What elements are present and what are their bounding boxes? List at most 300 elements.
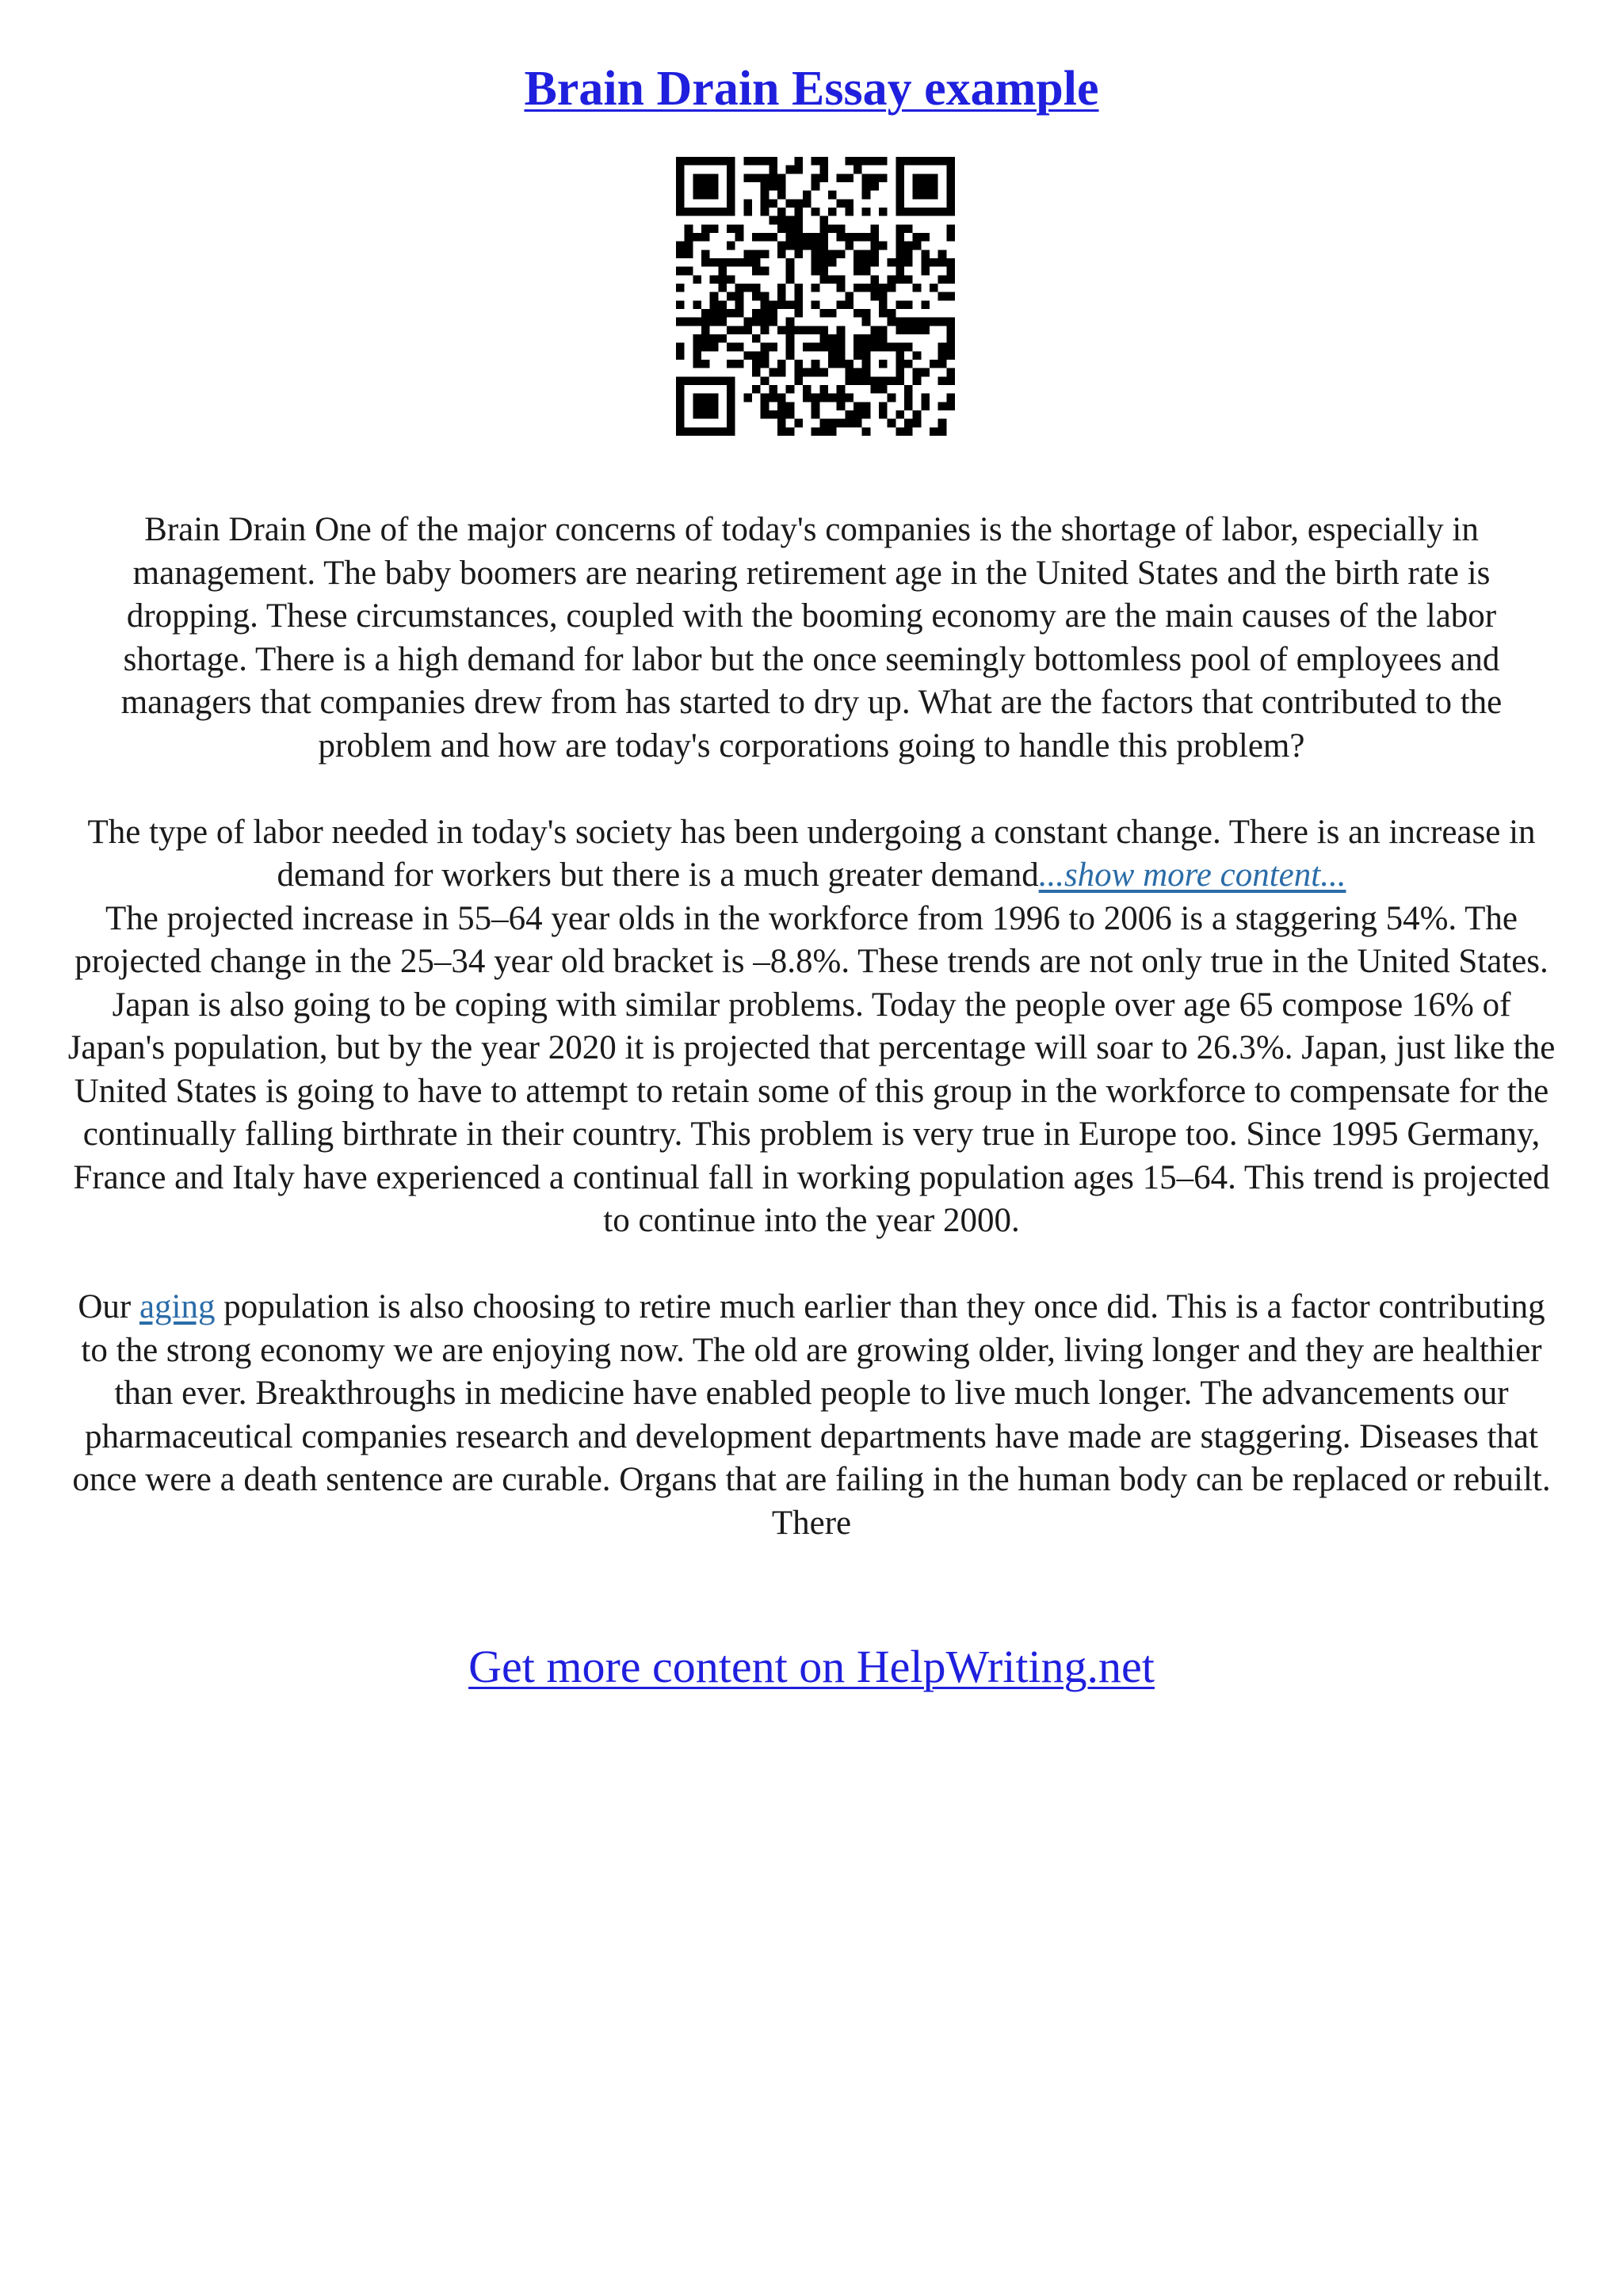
qr-module (921, 402, 930, 410)
qr-module (743, 208, 752, 216)
qr-module (938, 427, 947, 436)
qr-module (794, 326, 803, 334)
qr-module (761, 182, 769, 191)
qr-module (913, 410, 922, 419)
qr-module (946, 402, 955, 410)
qr-module (938, 318, 947, 326)
qr-module (676, 242, 685, 250)
qr-module (761, 351, 769, 360)
qr-module (676, 419, 685, 428)
qr-module (710, 182, 719, 191)
qr-module (761, 394, 769, 402)
qr-module (718, 376, 727, 385)
qr-module (845, 208, 854, 216)
qr-module (718, 284, 727, 292)
qr-module (921, 208, 930, 216)
qr-module (676, 376, 685, 385)
qr-module (727, 224, 735, 233)
qr-module (888, 394, 896, 402)
qr-module (718, 267, 727, 276)
qr-module (946, 233, 955, 242)
qr-module (777, 224, 786, 233)
qr-module (913, 157, 922, 166)
qr-module (803, 199, 812, 208)
qr-module (794, 250, 803, 258)
paragraph-4 (63, 1286, 1560, 1545)
qr-module (794, 224, 803, 233)
qr-module (854, 376, 862, 385)
qr-module (938, 208, 947, 216)
qr-module (761, 376, 769, 385)
qr-module (879, 284, 888, 292)
qr-module (786, 343, 795, 352)
qr-module (769, 174, 777, 182)
qr-module (812, 402, 820, 410)
qr-module (803, 385, 812, 394)
qr-module (870, 258, 879, 267)
qr-module (761, 250, 769, 258)
qr-module (743, 258, 752, 267)
paragraph-2-3 (63, 811, 1560, 1243)
qr-module (794, 300, 803, 309)
qr-module (701, 326, 710, 334)
qr-module (769, 300, 777, 309)
qr-module (921, 174, 930, 182)
qr-module (676, 385, 685, 394)
qr-module (735, 258, 744, 267)
qr-module (921, 182, 930, 191)
qr-module (743, 284, 752, 292)
qr-module (761, 233, 769, 242)
qr-module (761, 402, 769, 410)
qr-module (837, 334, 846, 343)
qr-module (904, 275, 913, 284)
qr-module (896, 275, 904, 284)
qr-module (710, 208, 719, 216)
qr-module (896, 199, 904, 208)
qr-module (727, 157, 735, 166)
qr-module (837, 174, 846, 182)
qr-module (819, 166, 828, 174)
paragraph-2: The type of labor needed in today's society has been undergoing a constant change. There is an increase in demand for workers but there is a much greater demand (87, 813, 1536, 894)
qr-module (727, 191, 735, 200)
qr-module (693, 360, 701, 368)
qr-module (837, 343, 846, 352)
qr-module (854, 284, 862, 292)
qr-module (761, 191, 769, 200)
qr-module (786, 233, 795, 242)
qr-module (828, 351, 837, 360)
qr-module (896, 208, 904, 216)
qr-module (777, 216, 786, 225)
qr-module (896, 318, 904, 326)
qr-module (904, 157, 913, 166)
qr-module (930, 318, 938, 326)
qr-module (837, 326, 846, 334)
qr-module (727, 402, 735, 410)
qr-module (685, 267, 693, 276)
get-more-content-link[interactable]: Get more content on HelpWriting.net (468, 1641, 1155, 1692)
qr-module (854, 334, 862, 343)
qr-module (777, 402, 786, 410)
qr-module (854, 233, 862, 242)
qr-module (701, 309, 710, 318)
qr-module (786, 199, 795, 208)
qr-module (685, 250, 693, 258)
qr-module (794, 419, 803, 428)
qr-module (701, 208, 710, 216)
qr-module (777, 292, 786, 301)
qr-module (769, 368, 777, 377)
qr-module (862, 376, 871, 385)
qr-module (812, 300, 820, 309)
qr-module (676, 199, 685, 208)
qr-module (701, 182, 710, 191)
qr-module (803, 233, 812, 242)
qr-module (743, 318, 752, 326)
qr-module (718, 208, 727, 216)
qr-module (896, 182, 904, 191)
qr-module (896, 326, 904, 334)
qr-module (870, 275, 879, 284)
qr-module (701, 233, 710, 242)
qr-module (862, 427, 871, 436)
qr-module (888, 376, 896, 385)
qr-module (676, 394, 685, 402)
qr-module (735, 326, 744, 334)
qr-module (904, 250, 913, 258)
aging-link[interactable]: aging (139, 1288, 216, 1325)
qr-module (896, 360, 904, 368)
qr-module (930, 174, 938, 182)
qr-module (888, 343, 896, 352)
qr-module (777, 208, 786, 216)
qr-module (854, 258, 862, 267)
qr-module (819, 419, 828, 428)
qr-module (862, 410, 871, 419)
qr-module (803, 394, 812, 402)
qr-module (812, 410, 820, 419)
qr-module (710, 191, 719, 200)
qr-module (879, 343, 888, 352)
qr-module (837, 351, 846, 360)
qr-module (718, 318, 727, 326)
qr-module (862, 402, 871, 410)
qr-module (693, 182, 701, 191)
qr-module (921, 233, 930, 242)
qr-module (946, 166, 955, 174)
qr-module (701, 157, 710, 166)
qr-module (879, 208, 888, 216)
qr-module (710, 275, 719, 284)
qr-module (727, 199, 735, 208)
qr-module (888, 309, 896, 318)
qr-module (896, 300, 904, 309)
qr-module (862, 368, 871, 377)
qr-module (837, 394, 846, 402)
qr-module (727, 376, 735, 385)
qr-module (710, 292, 719, 301)
qr-module (904, 300, 913, 309)
qr-module (930, 208, 938, 216)
qr-module (786, 402, 795, 410)
qr-module (685, 376, 693, 385)
qr-module (752, 292, 761, 301)
qr-module (693, 394, 701, 402)
qr-module (710, 318, 719, 326)
qr-module (710, 174, 719, 182)
qr-module (794, 166, 803, 174)
qr-module (769, 233, 777, 242)
qr-module (803, 242, 812, 250)
qr-module (752, 250, 761, 258)
qr-module (743, 326, 752, 334)
qr-code-svg (676, 157, 955, 436)
qr-module (794, 208, 803, 216)
qr-module (819, 394, 828, 402)
qr-module (769, 410, 777, 419)
qr-module (693, 334, 701, 343)
qr-module (761, 300, 769, 309)
qr-module (718, 300, 727, 309)
qr-module (685, 233, 693, 242)
qr-module (812, 157, 820, 166)
qr-module (769, 343, 777, 352)
qr-module (819, 258, 828, 267)
qr-module (946, 351, 955, 360)
qr-module (676, 402, 685, 410)
qr-module (777, 182, 786, 191)
qr-module (786, 410, 795, 419)
qr-module (946, 343, 955, 352)
qr-module (938, 250, 947, 258)
qr-module (693, 402, 701, 410)
qr-module (837, 360, 846, 368)
qr-module (761, 360, 769, 368)
qr-module (701, 402, 710, 410)
qr-module (786, 385, 795, 394)
qr-module (904, 427, 913, 436)
qr-module (812, 258, 820, 267)
qr-module (828, 275, 837, 284)
qr-module (946, 394, 955, 402)
qr-module (727, 292, 735, 301)
qr-module (786, 326, 795, 334)
qr-module (676, 250, 685, 258)
qr-module (676, 410, 685, 419)
paragraph-4-start: Our (78, 1288, 139, 1325)
qr-module (946, 318, 955, 326)
qr-module (819, 174, 828, 182)
qr-module (710, 258, 719, 267)
qr-module (845, 233, 854, 242)
qr-module (938, 157, 947, 166)
qr-module (870, 326, 879, 334)
qr-module (879, 242, 888, 250)
qr-module (862, 343, 871, 352)
qr-module (896, 258, 904, 267)
qr-module (812, 284, 820, 292)
qr-module (938, 376, 947, 385)
qr-module (701, 191, 710, 200)
qr-module (854, 250, 862, 258)
qr-module (938, 343, 947, 352)
qr-module (930, 427, 938, 436)
qr-code-image (676, 157, 955, 436)
qr-module (930, 182, 938, 191)
qr-module (888, 275, 896, 284)
qr-module (786, 275, 795, 284)
qr-module (938, 402, 947, 410)
qr-module (685, 208, 693, 216)
qr-module (904, 402, 913, 410)
qr-module (769, 385, 777, 394)
qr-module (803, 368, 812, 377)
qr-module (777, 368, 786, 377)
qr-module (676, 191, 685, 200)
qr-module (743, 157, 752, 166)
qr-module (946, 292, 955, 301)
qr-module (845, 292, 854, 301)
qr-module (735, 343, 744, 352)
qr-module (854, 368, 862, 377)
qr-module (913, 208, 922, 216)
qr-module (946, 224, 955, 233)
qr-module (777, 394, 786, 402)
qr-module (913, 182, 922, 191)
qr-module (828, 191, 837, 200)
qr-module (693, 427, 701, 436)
qr-module (685, 224, 693, 233)
qr-module (845, 242, 854, 250)
qr-module (913, 318, 922, 326)
qr-module (743, 199, 752, 208)
qr-module (812, 360, 820, 368)
qr-module (676, 343, 685, 352)
qr-module (777, 174, 786, 182)
qr-module (870, 157, 879, 166)
qr-module (710, 410, 719, 419)
qr-module (904, 343, 913, 352)
qr-module (946, 334, 955, 343)
qr-module (913, 233, 922, 242)
title-link[interactable]: Brain Drain Essay example (524, 62, 1099, 116)
qr-module (862, 351, 871, 360)
essay-body (63, 509, 1560, 1589)
qr-module (845, 394, 854, 402)
qr-module (870, 233, 879, 242)
qr-module (727, 275, 735, 284)
qr-module (676, 208, 685, 216)
qr-module (777, 191, 786, 200)
qr-module (812, 326, 820, 334)
qr-module (913, 351, 922, 360)
qr-module (870, 284, 879, 292)
qr-module (794, 199, 803, 208)
qr-module (727, 309, 735, 318)
qr-module (777, 410, 786, 419)
qr-module (837, 250, 846, 258)
qr-module (845, 376, 854, 385)
qr-module (904, 318, 913, 326)
qr-module (862, 334, 871, 343)
qr-module (743, 250, 752, 258)
qr-module (761, 326, 769, 334)
qr-module (837, 402, 846, 410)
qr-module (938, 258, 947, 267)
qr-module (761, 292, 769, 301)
qr-module (870, 224, 879, 233)
qr-module (896, 368, 904, 377)
qr-module (819, 267, 828, 276)
qr-module (854, 166, 862, 174)
qr-module (727, 182, 735, 191)
qr-module (812, 368, 820, 377)
qr-module (685, 318, 693, 326)
qr-module (913, 174, 922, 182)
qr-module (854, 419, 862, 428)
qr-module (888, 284, 896, 292)
qr-module (870, 385, 879, 394)
qr-module (769, 394, 777, 402)
qr-module (819, 224, 828, 233)
qr-module (812, 394, 820, 402)
qr-module (693, 376, 701, 385)
qr-module (794, 360, 803, 368)
qr-module (862, 360, 871, 368)
qr-module (676, 267, 685, 276)
qr-module (777, 419, 786, 428)
cta-container (0, 1638, 1623, 1695)
qr-module (812, 208, 820, 216)
qr-module (828, 343, 837, 352)
qr-module (752, 233, 761, 242)
qr-module (896, 233, 904, 242)
qr-module (735, 224, 744, 233)
qr-module (676, 182, 685, 191)
qr-module (812, 427, 820, 436)
qr-module (693, 233, 701, 242)
qr-module (752, 284, 761, 292)
qr-module (777, 326, 786, 334)
qr-module (761, 410, 769, 419)
qr-module (854, 410, 862, 419)
qr-module (769, 199, 777, 208)
qr-module (727, 258, 735, 267)
qr-module (718, 258, 727, 267)
qr-module (718, 334, 727, 343)
qr-module (735, 292, 744, 301)
show-more-link[interactable]: ...show more content... (1038, 856, 1346, 894)
qr-module (862, 191, 871, 200)
qr-module (888, 419, 896, 428)
qr-module (946, 258, 955, 267)
qr-module (812, 242, 820, 250)
qr-module (735, 284, 744, 292)
qr-module (819, 242, 828, 250)
qr-module (752, 267, 761, 276)
qr-module (777, 427, 786, 436)
qr-module (701, 376, 710, 385)
qr-module (693, 174, 701, 182)
paragraph-1: Brain Drain One of the major concerns of today's companies is the shortage of labor, especially in management. The baby boomers are nearing retirement age in the United States and the birth rate is dropping. These circumstances, coupled with the booming economy are the main causes of the labor shortage. There is a high demand for labor but the once seemingly bottomless pool of employees and managers that companies drew from has started to dry up. What are the factors that contributed to the problem and how are today's corporations going to handle this problem? (120, 511, 1503, 765)
qr-module (913, 191, 922, 200)
qr-module (879, 402, 888, 410)
qr-module (921, 300, 930, 309)
qr-module (761, 157, 769, 166)
qr-module (888, 318, 896, 326)
qr-module (862, 258, 871, 267)
